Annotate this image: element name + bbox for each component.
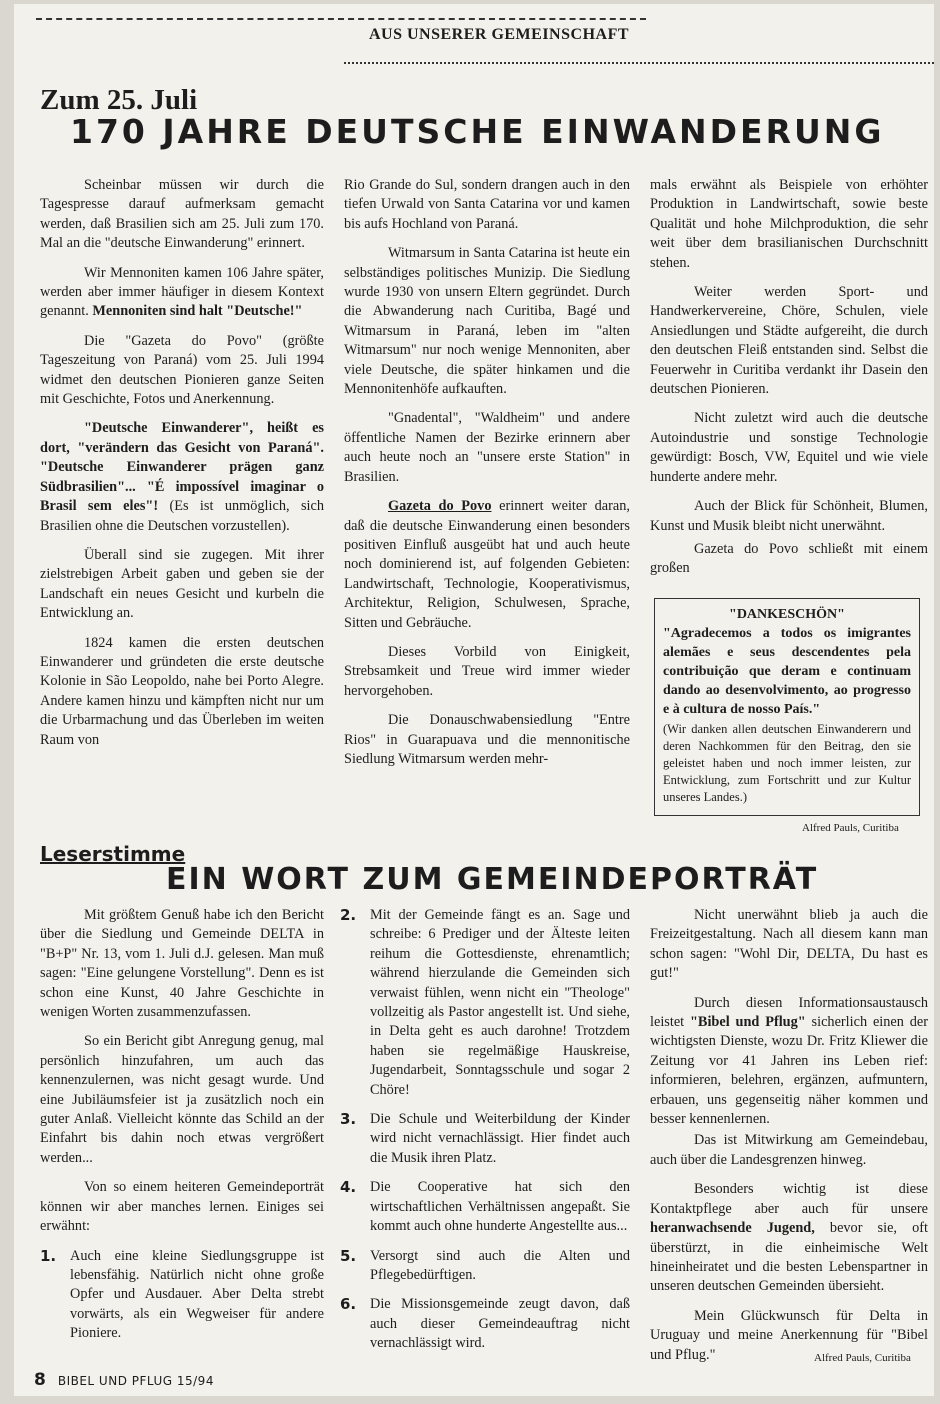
list-item	[340, 1295, 630, 1353]
paragraph: Gazeta do Povo schließt mit einem großen	[650, 540, 928, 577]
text: Besonders wichtig ist diese Kontaktpflege aber auch für unsere	[650, 1181, 928, 1217]
bold-text: "Bibel und Pflug"	[689, 1014, 806, 1031]
text: Durch diesen Informationsaustausch leistet	[650, 994, 928, 1031]
paragraph: Nicht unerwähnt blieb ja auch die Freizeitgestaltung. Nach all diesem kann man schon sagen: "Wohl Dir, DELTA, Du hast es gut!"	[650, 907, 928, 982]
list-item	[340, 1110, 630, 1168]
publication-name: BIBEL UND PFLUG 15/94	[57, 1374, 214, 1388]
paragraph: Weiter werden Sport- und Handwerkervereine, Chöre, Schulen, viele Ansiedlungen und Städte aufgereiht, die durch den deutschen Fleiß entstanden sind. Selbst die Feuerwehr in Curitiba verdankt ihr Dasein den deutschen Pionieren.	[650, 284, 928, 398]
item-number: 3.	[340, 1110, 357, 1129]
item-text: Die Missionsgemeinde zeugt davon, daß auch dieser Gemeindeauftrag nicht vernachlässigt wird.	[370, 1296, 630, 1352]
paragraph: Das ist Mitwirkung am Gemeindebau, auch über die Landesgrenzen hinweg.	[650, 1132, 928, 1168]
numbered-list	[40, 1247, 324, 1344]
numbered-list	[340, 906, 630, 1354]
paragraph: "Gnadental", "Waldheim" und andere öffentliche Namen der Bezirke erinnern aber auch heute noch an "unsere erste Station" in Brasilien.	[344, 410, 630, 485]
item-text: Auch eine kleine Siedlungsgruppe ist lebensfähig. Natürlich nicht ohne große Opfer und Ausdauer. Aber Delta strebt vorwärts, als ein Wegweiser für andere Pioniere.	[70, 1247, 324, 1342]
bold-text: Mennoniten sind halt "Deutsche!"	[92, 303, 303, 320]
paragraph: Überall sind sie zugegen. Mit ihrer zielstrebigen Arbeit gaben und geben sie der Landschaft ein neues Gesicht und kurbeln die Entwicklung an.	[40, 546, 324, 622]
item-number: 6.	[340, 1295, 357, 1314]
page-footer	[34, 1370, 214, 1390]
article2-column-3	[650, 906, 928, 1375]
paragraph	[650, 1180, 928, 1296]
item-number: 5.	[340, 1246, 357, 1265]
item-number: 2.	[340, 906, 357, 924]
article1-column-2	[344, 176, 630, 779]
list-item	[340, 1178, 630, 1236]
bold-text: heranwachsende Jugend,	[650, 1220, 815, 1237]
article1-column-1	[40, 176, 324, 760]
paragraph: 1824 kamen die ersten deutschen Einwanderer und gründeten die erste deutsche Kolonie in São Leopoldo, nahe bei Porto Alegre. Andere kamen hinzu und kämpften nicht nur um die Urbarmachung und das Überleben im weiten Raum von	[40, 634, 324, 748]
paragraph	[344, 497, 630, 633]
text: (Es ist unmöglich, sich Brasilien ohne die Deutschen vorzustellen).	[40, 498, 324, 534]
article2-column-2	[340, 906, 630, 1364]
article2-signature: Alfred Pauls, Curitiba	[814, 1352, 911, 1364]
item-text: Mit der Gemeinde fängt es an. Sage und schreibe: 6 Prediger und der Älteste leiten reihum die Gottesdienste, ehrenamtlich; während hierzulande die Gemeinden sich verwaist fühlen, wenn nicht ein "Theologe" vollzeitig als Pastor angestellt ist. Und siehe, in Delta geht es auch darohne! Trotzdem haben sie regelmäßige Hauskreise, Jugendarbeit, Sonntagsschule und sogar 2 Chöre!	[370, 907, 630, 1098]
text: Wir Mennoniten kamen 106 Jahre später, werden aber immer häufiger in diesem Kontext genannt.	[40, 264, 324, 320]
header-rule-left	[36, 18, 646, 20]
article2-headline: EIN WORT ZUM GEMEINDEPORTRÄT	[166, 862, 819, 897]
text: erinnert weiter daran, daß die deutsche Einwanderung einen besonders positiven Einfluß ausgeübt hat und auch heute noch dominierend ist, auf folgenden Gebieten: Landwirtschaft, Technologie, Kooperativismus, Architektur, Religion, Schulwesen, Sprache, Sitten und Gebräuche.	[344, 498, 630, 631]
list-item	[340, 906, 630, 1100]
paragraph: Von so einem heiteren Gemeindeporträt können wir aber manches lernen. Einiges sei erwähnt:	[40, 1179, 324, 1235]
paragraph: Nicht zuletzt wird auch die deutsche Autoindustrie und sonstige Technologie gewürdigt: Bosch, VW, Equitel und wie viele hunderte andere mehr.	[650, 410, 928, 485]
article2-column-1	[40, 906, 324, 1354]
article1-signature: Alfred Pauls, Curitiba	[802, 822, 899, 834]
paragraph: Rio Grande do Sul, sondern drangen auch in den tiefen Urwald von Santa Catarina vor und kamen bis aufs Hochland von Paraná.	[344, 177, 630, 232]
dankeschoen-box	[654, 598, 920, 816]
list-item	[340, 1247, 630, 1286]
item-text: Die Cooperative hat sich den wirtschaftlichen Verhältnissen angepaßt. Sie kommt auch ohne hunderte Angestellte aus...	[370, 1179, 630, 1235]
header-rule-right	[344, 62, 934, 64]
item-number: 4.	[340, 1178, 357, 1197]
item-number: 1.	[40, 1246, 57, 1265]
text: sicherlich einen der wichtigsten Dienste, wozu Dr. Fritz Kliewer die Zeitung vor 41 Jahren ins Leben rief: informieren, belehren, ergänzen, aufmuntern, erbauen, uns gegenseitig näher kommen und besser kennenlernen.	[650, 1014, 928, 1128]
list-item	[40, 1247, 324, 1344]
newspaper-page	[14, 4, 934, 1396]
paragraph	[650, 994, 928, 1130]
paragraph	[40, 264, 324, 322]
paragraph: So ein Bericht gibt Anregung genug, mal persönlich hinzufahren, um auch das kennenzulernen, was nicht gesagt wurde. Und eine Jubiläumsfeier ist ja zusätzlich noch ein guter Anlaß. Vielleicht könnte das Schild an der Einfahrt bis dahin noch etwas vergrößert werden...	[40, 1033, 324, 1166]
bold-text: "Deutsche Einwanderer", heißt es dort, "verändern das Gesicht von Paraná". "Deutsche Einwanderer prägen ganz Südbrasilien"... "É impossível imaginar o Brasil sem eles"!	[40, 420, 324, 515]
paragraph: Witmarsum in Santa Catarina ist heute ein selbständiges politisches Munizip. Die Siedlung wurde 1930 von unsern Eltern gegründet. Durch die Abwanderung nach Curitiba, Bagé und Witmarsum in Paraná, leben im "alten Witmarsum" nur noch wenige Mennoniten, aber viele Deutsche, die später hinkamen und die Mennonitenhöfe aufkauften.	[344, 245, 630, 398]
paragraph: Die Donauschwabensiedlung "Entre Rios" in Guarapuava und die mennonitische Siedlung Witmarsum werden mehr-	[344, 712, 630, 767]
paragraph: Mit größtem Genuß habe ich den Bericht über die Siedlung und Gemeinde DELTA in "B+P" Nr. 13, vom 1. Juli d.J. gelesen. Man muß sagen: "Eine gelungene Vorstellung". Denn es ist schon eine Kunst, 40 Jahre Geschichte in wenigen Worten zusammenzufassen.	[40, 907, 324, 1021]
article-headline: 170 JAHRE DEUTSCHE EINWANDERUNG	[70, 112, 885, 151]
paragraph: mals erwähnt als Beispiele von erhöhter Produktion in Landwirtschaft, sowie beste Qualität und hohe Milchproduktion, die sehr weit über dem brasilianischen Durchschnitt stehen.	[650, 177, 928, 271]
page-number: 8	[34, 1370, 46, 1390]
section-label: Leserstimme	[40, 842, 186, 866]
paragraph: Auch der Blick für Schönheit, Blumen, Kunst und Musik bleibt nicht unerwähnt.	[650, 498, 928, 534]
text: bevor sie, oft überstürzt, in die einheimische Welt hineinheiratet und die besten Lebenspartner in unseren deutschen Gemeinden übersieht.	[650, 1220, 928, 1295]
box-title: "DANKESCHÖN"	[729, 607, 845, 622]
paragraph: Mein Glückwunsch für Delta in Uruguay und meine Anerkennung für "Bibel und Pflug."	[650, 1307, 928, 1363]
article-kicker: Zum 25. Juli	[40, 84, 198, 116]
paragraph: Die "Gazeta do Povo" (größte Tageszeitung von Paraná) vom 25. Juli 1994 widmet den deutschen Pionieren ganze Seiten mit Geschichte, Fotos und Anerkennung.	[40, 332, 324, 408]
item-text: Versorgt sind auch die Alten und Pflegebedürftigen.	[370, 1247, 630, 1283]
item-text: Die Schule und Weiterbildung der Kinder wird nicht vernachlässigt. Hier findet auch die Musik ihren Platz.	[370, 1111, 630, 1166]
paragraph: Scheinbar müssen wir durch die Tagespresse darauf aufmerksam gemacht werden, daß Brasilien sich am 25. Juli zum 170. Mal an die "deutsche Einwanderung" erinnert.	[40, 177, 324, 252]
paragraph: Dieses Vorbild von Einigkeit, Strebsamkeit und Treue wird immer wieder hervorgehoben.	[344, 643, 630, 699]
section-header: AUS UNSERER GEMEINSCHAFT	[368, 26, 630, 43]
underlined-text: Gazeta do Povo	[388, 498, 492, 515]
box-quote: "Agradecemos a todos os imigrantes alemães e seus descendentes pela contribuição que deram e continuam dando ao desenvolvimento, ao progresso e à cultura de nosso País."	[663, 626, 911, 717]
box-translation: (Wir danken allen deutschen Einwanderern und deren Nachkommen für den Beitrag, den sie geleistet haben und noch immer leisten, zur Entwicklung, zum Fortschritt und zur Kultur unseres Landes.)	[663, 722, 911, 804]
paragraph	[40, 419, 324, 535]
article1-column-3	[650, 176, 928, 589]
